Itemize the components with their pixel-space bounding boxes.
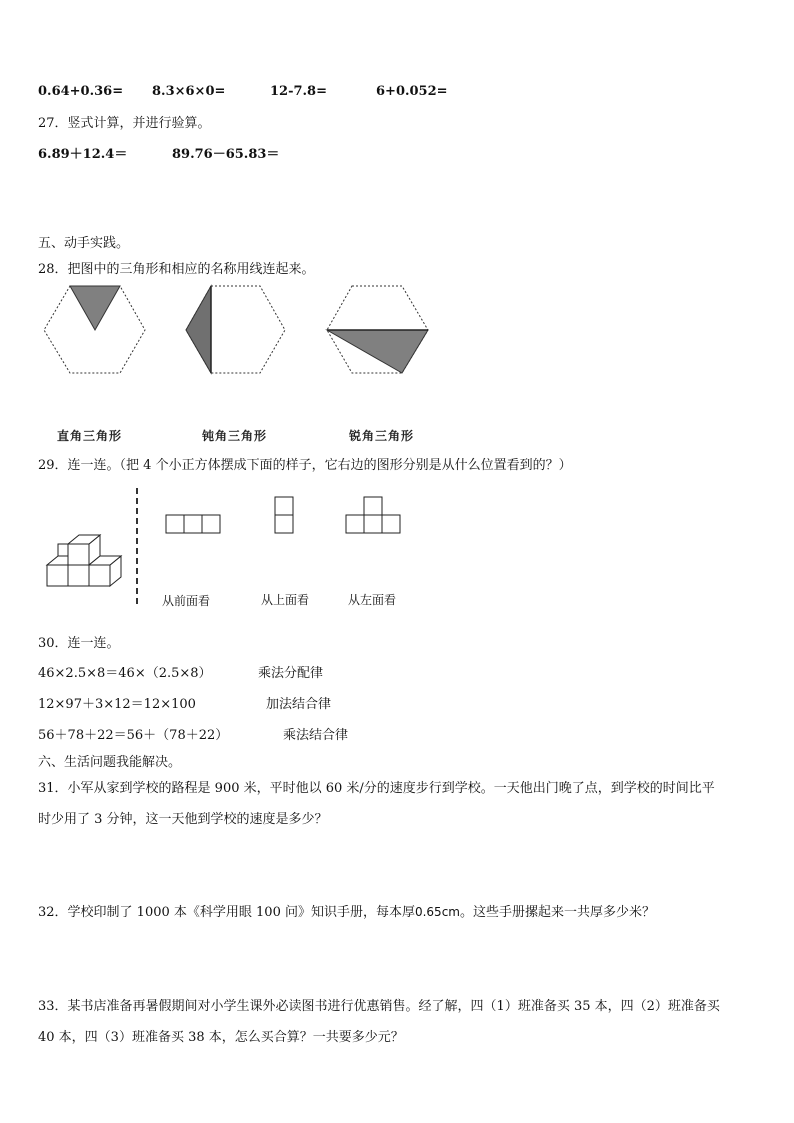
q27-title: 27．竖式计算，并进行验算。: [38, 116, 211, 131]
front-view-grid: [166, 515, 220, 533]
q27-item-2: 89.76－65.83＝: [172, 147, 280, 162]
cube-stack: [47, 535, 121, 586]
q30-law-1: 乘法分配律: [258, 666, 324, 681]
q29-label-top: 从上面看: [261, 593, 310, 607]
q29-title: 29．连一连。（把 4 个小正方体摆成下面的样子，它右边的图形分别是从什么位置看到的？）: [38, 458, 572, 473]
q26-item-4: 6+0.052=: [376, 84, 448, 99]
q26-item-1: 0.64+0.36=: [38, 84, 124, 99]
q30-equation-2: 12×97＋3×12＝12×100: [38, 697, 196, 712]
q33-line-1: 33．某书店准备再暑假期间对小学生课外必读图书进行优惠销售。经了解，四（1）班准备买 35 本，四（2）班准备买: [38, 999, 720, 1014]
q33-line-2: 40 本，四（3）班准备买 38 本，怎么买合算？一共要多少元？: [38, 1030, 404, 1045]
q30-law-2: 加法结合律: [266, 697, 332, 712]
q32-value: 0.65cm: [414, 905, 460, 919]
q28-label-right-triangle: 直角三角形: [57, 429, 123, 443]
q30-equation-3: 56＋78＋22＝56＋（78＋22）: [38, 728, 229, 743]
q28-label-obtuse-triangle: 钝角三角形: [202, 429, 268, 443]
q31-line-2: 时少用了 3 分钟，这一天他到学校的速度是多少？: [38, 812, 328, 827]
section6-title: 六、生活问题我能解决。: [38, 755, 182, 770]
q30-title: 30．连一连。: [38, 636, 120, 651]
q32-part-2: 。这些手册摞起来一共厚多少米？: [459, 905, 655, 920]
left-view-grid: [346, 497, 400, 533]
q29-label-front: 从前面看: [162, 594, 211, 608]
q28-label-acute-triangle: 锐角三角形: [349, 429, 415, 443]
q31-line-1: 31．小军从家到学校的路程是 900 米，平时他以 60 米/分的速度步行到学校。一天他出门晚了点，到学校的时间比平: [38, 781, 715, 796]
q30-law-3: 乘法结合律: [283, 728, 349, 743]
q32-question: [38, 904, 655, 921]
q29-label-left: 从左面看: [348, 593, 397, 607]
q27-item-1: 6.89＋12.4＝: [38, 147, 128, 162]
q26-item-3: 12-7.8=: [270, 84, 327, 99]
q26-item-2: 8.3×6×0=: [152, 84, 226, 99]
q32-part-1: 32．学校印制了 1000 本《科学用眼 100 问》知识手册，每本厚: [38, 905, 415, 920]
section5-title: 五、动手实践。: [38, 236, 130, 251]
q28-title: 28．把图中的三角形和相应的名称用线连起来。: [38, 262, 315, 277]
top-view-grid: [275, 497, 293, 533]
q30-equation-1: 46×2.5×8＝46×（2.5×8）: [38, 666, 212, 681]
